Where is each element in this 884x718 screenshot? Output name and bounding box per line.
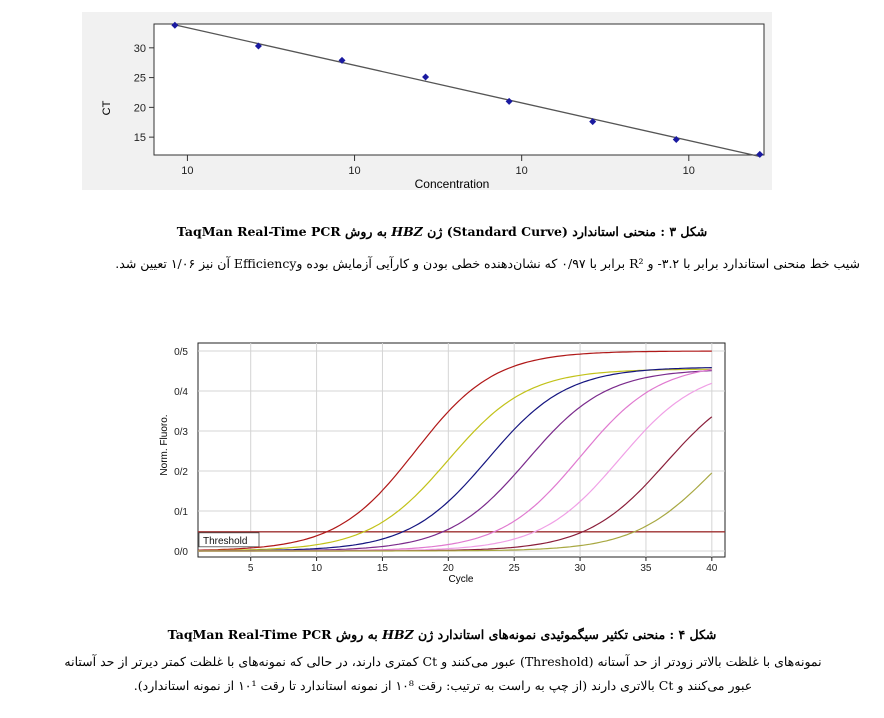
figure-3-caption: شکل ۳ : منحنی استاندارد (Standard Curve) ژن HBZ به روش TaqMan Real-Time PCR bbox=[176, 224, 708, 239]
amplification-y-tick-label: 0/3 bbox=[174, 427, 188, 438]
standard-curve-y-tick-label: 30 bbox=[133, 42, 146, 55]
amplification-y-tick-label: 0/5 bbox=[174, 347, 188, 358]
standard-curve-y-tick-label: 20 bbox=[133, 102, 146, 115]
amplification-x-tick-label: 15 bbox=[376, 563, 389, 574]
amplification-y-tick-label: 0/1 bbox=[174, 507, 188, 518]
amplification-x-axis-label: Cycle bbox=[448, 574, 474, 585]
standard-curve-chart bbox=[82, 12, 772, 190]
standard-curve-x-tick-label: 10 bbox=[682, 165, 695, 177]
amplification-curve-chart bbox=[155, 335, 735, 587]
standard-curve-y-tick-label: 15 bbox=[133, 132, 146, 145]
standard-curve-x-tick-label: 10 bbox=[348, 165, 361, 177]
amplification-y-tick-label: 0/2 bbox=[174, 467, 188, 478]
amplification-x-tick-label: 10 bbox=[311, 563, 323, 574]
amplification-y-tick-label: 0/0 bbox=[174, 547, 188, 558]
amplification-description-line-1: نمونه‌های با غلظت بالاتر زودتر از حد آستانه (Threshold) عبور می‌کنند و Ct کمتری دارند، در حالی که نمونه‌های با غلظت کمتر دیرتر از حد آستانه bbox=[64, 654, 822, 669]
standard-curve-x-axis-label: Concentration bbox=[414, 177, 490, 190]
amplification-x-tick-label: 35 bbox=[640, 563, 652, 574]
amplification-x-tick-label: 30 bbox=[574, 563, 586, 574]
amplification-description bbox=[20, 650, 866, 698]
amplification-x-tick-label: 20 bbox=[442, 563, 454, 574]
amplification-description-line-2: عبور می‌کنند و Ct بالاتری دارند (از چپ به راست به ترتیب: رقت ۱۰⁸ از نمونه استاندارد تا رقت ۱۰¹ از نمونه استاندارد). bbox=[133, 678, 753, 693]
standard-curve-description: شیب خط منحنی استاندارد برابر با ۳.۲- و R² برابر با ۰/۹۷ که نشان‌دهنده خطی بودن و کارآیی آزمایش بوده وEfficiency آن نیز ۱/۰۶ تعیین شد. bbox=[115, 256, 860, 271]
standard-curve-plot-area bbox=[154, 24, 764, 155]
amplification-y-tick-label: 0/4 bbox=[174, 387, 188, 398]
standard-curve-x-tick-label: 10 bbox=[515, 165, 528, 177]
standard-curve-y-axis-label: CT bbox=[101, 100, 113, 116]
amplification-x-tick-label: 40 bbox=[706, 563, 718, 574]
standard-curve-y-tick-label: 25 bbox=[133, 72, 146, 85]
amplification-x-tick-label: 25 bbox=[508, 563, 520, 574]
amplification-x-tick-label: 5 bbox=[247, 563, 254, 574]
amplification-y-axis-label: Norm. Fluoro. bbox=[159, 414, 170, 476]
threshold-label: Threshold bbox=[203, 535, 248, 547]
standard-curve-x-tick-label: 10 bbox=[181, 165, 194, 177]
figure-4-caption: شکل ۴ : منحنی تکثیر سیگموئیدی نمونه‌های استاندارد ژن HBZ به روش TaqMan Real-Time PCR bbox=[167, 627, 717, 642]
